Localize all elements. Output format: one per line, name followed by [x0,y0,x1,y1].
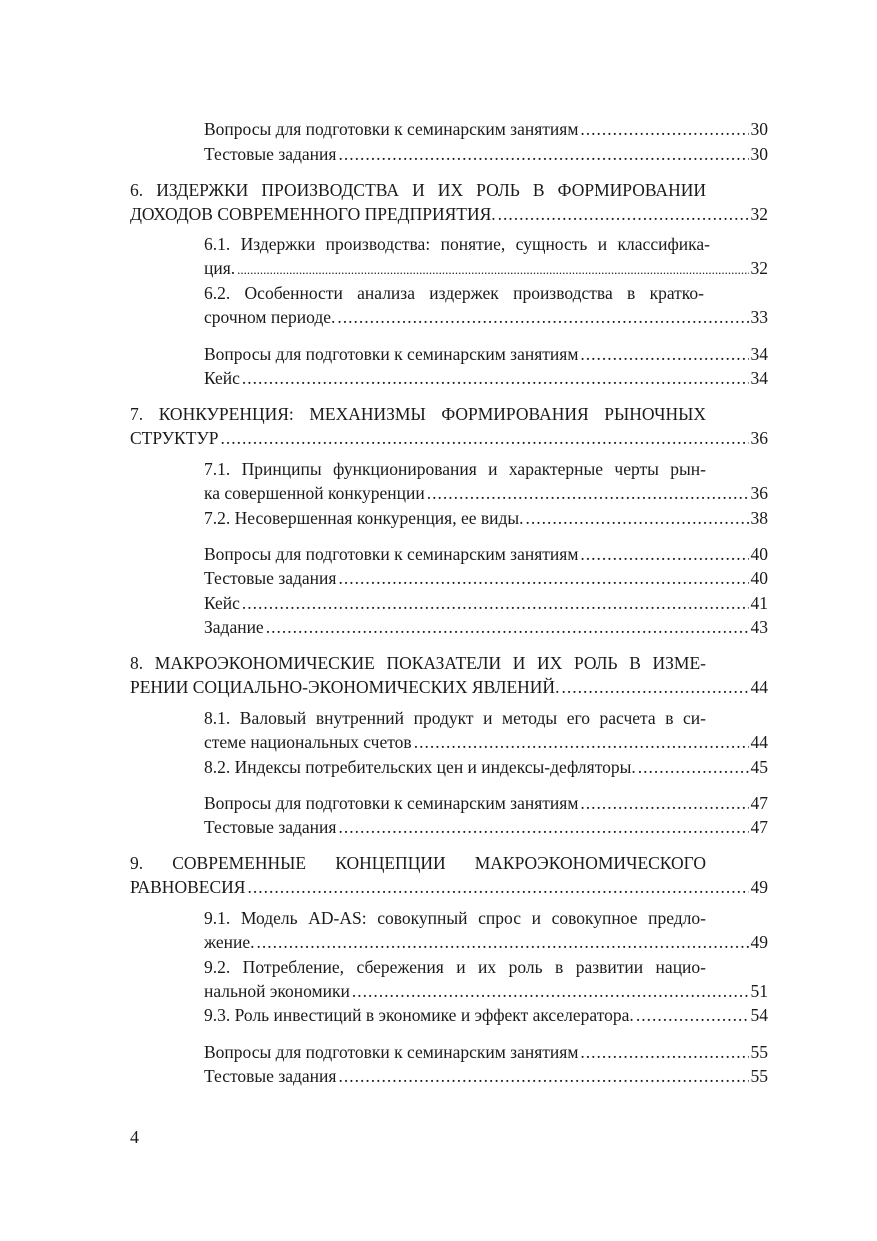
toc-chapter-9-line2[interactable]: РАВНОВЕСИЯ ..... 49 [130,875,768,899]
toc-chapter-9-line1[interactable]: 9. СОВРЕМЕННЫЕ КОНЦЕПЦИИ МАКРОЭКОНОМИЧЕСКОГО [130,853,706,873]
toc-entry-assignment[interactable]: Задание ..... 43 [204,615,768,639]
toc-chapter-7-line2[interactable]: СТРУКТУР ..... 36 [130,426,768,450]
toc-section-6-1-line2[interactable]: ция. ..... 32 [204,256,768,280]
toc-entry-seminar-questions[interactable]: Вопросы для подготовки к семинарским занятиям ..... 47 [204,791,768,815]
toc-section-7-1-line2[interactable]: ка совершенной конкуренции ..... 36 [204,481,768,505]
toc-chapter-8-line2[interactable]: РЕНИИ СОЦИАЛЬНО-ЭКОНОМИЧЕСКИХ ЯВЛЕНИЙ. ..... 44 [130,675,768,699]
toc-section-9-3[interactable]: 9.3. Роль инвестиций в экономике и эффект акселератора. ..... 54 [204,1003,768,1027]
toc-section-9-1-line2[interactable]: жение. ..... 49 [204,930,768,954]
toc-section-9-1-line1[interactable]: 9.1. Модель AD-AS: совокупный спрос и совокупное предло- [204,908,706,928]
toc-chapter-8-line1[interactable]: 8. МАКРОЭКОНОМИЧЕСКИЕ ПОКАЗАТЕЛИ И ИХ РОЛЬ В ИЗМЕ- [130,653,706,673]
toc-section-9-2-line2[interactable]: нальной экономики ..... 51 [204,979,768,1003]
toc-entry-case[interactable]: Кейс ..... 34 [204,366,768,390]
toc-section-8-2[interactable]: 8.2. Индексы потребительских цен и индексы-дефляторы. ..... 45 [204,755,768,779]
toc-entry-seminar-questions[interactable]: Вопросы для подготовки к семинарским занятиям ..... 55 [204,1040,768,1064]
toc-chapter-7-line1[interactable]: 7. КОНКУРЕНЦИЯ: МЕХАНИЗМЫ ФОРМИРОВАНИЯ РЫНОЧНЫХ [130,404,706,424]
toc-section-7-1-line1[interactable]: 7.1. Принципы функционирования и характерные черты рын- [204,459,706,479]
toc-section-6-1-line1[interactable]: 6.1. Издержки производства: понятие, сущность и классифика- [204,234,710,254]
toc-entry-tests[interactable]: Тестовые задания ..... 55 [204,1064,768,1088]
toc-section-9-2-line1[interactable]: 9.2. Потребление, сбережения и их роль в развитии нацио- [204,957,706,977]
toc-section-6-2-line1[interactable]: 6.2. Особенности анализа издержек производства в кратко- [204,283,704,303]
toc-section-6-2-line2[interactable]: срочном периоде. ..... 33 [204,305,768,329]
toc-entry-seminar-questions[interactable]: Вопросы для подготовки к семинарским занятиям ..... 34 [204,342,768,366]
toc-entry-case[interactable]: Кейс ..... 41 [204,591,768,615]
toc-chapter-6-line2[interactable]: ДОХОДОВ СОВРЕМЕННОГО ПРЕДПРИЯТИЯ. ..... 32 [130,202,768,226]
toc-entry-tests[interactable]: Тестовые задания ..... 47 [204,815,768,839]
toc-entry-tests[interactable]: Тестовые задания ..... 30 [204,142,768,166]
toc-entry-seminar-questions[interactable]: Вопросы для подготовки к семинарским занятиям ..... 40 [204,542,768,566]
toc-section-7-2[interactable]: 7.2. Несовершенная конкуренция, ее виды. ..... 38 [204,506,768,530]
toc-chapter-6-line1[interactable]: 6. ИЗДЕРЖКИ ПРОИЗВОДСТВА И ИХ РОЛЬ В ФОРМИРОВАНИИ [130,180,706,200]
toc-section-8-1-line1[interactable]: 8.1. Валовый внутренний продукт и методы его расчета в си- [204,708,706,728]
toc-section-8-1-line2[interactable]: стеме национальных счетов ..... 44 [204,730,768,754]
toc-entry-tests[interactable]: Тестовые задания ..... 40 [204,566,768,590]
toc-entry-seminar-questions[interactable]: Вопросы для подготовки к семинарским занятиям ..... 30 [204,117,768,141]
page-number: 4 [130,1127,139,1147]
